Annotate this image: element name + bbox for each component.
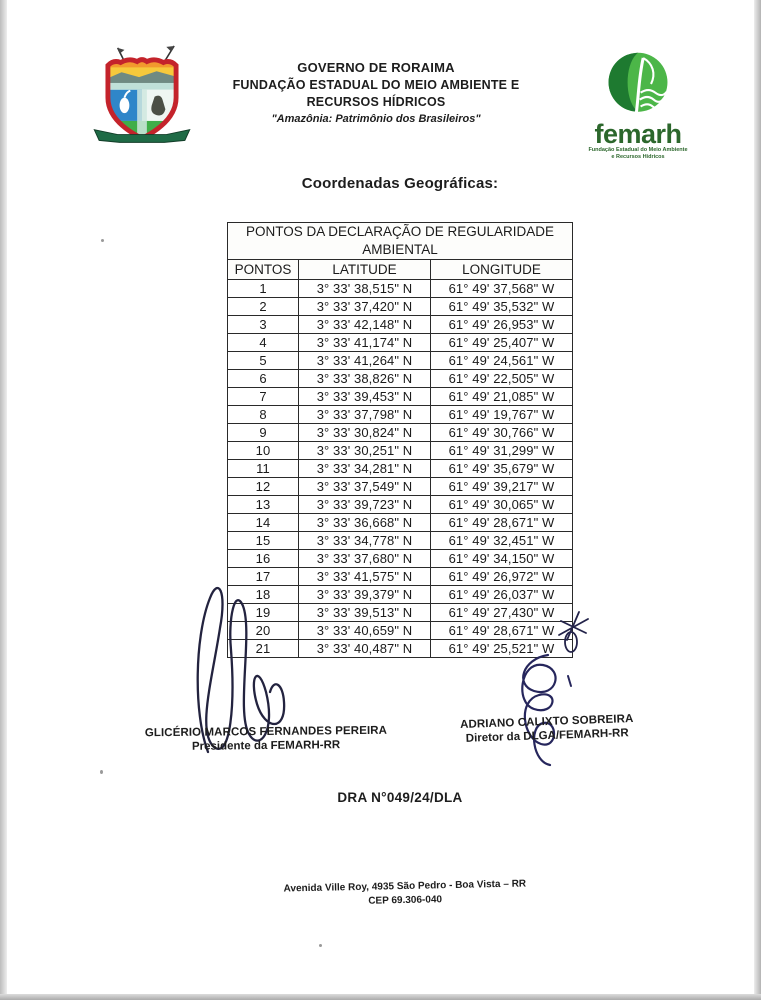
org-motto: "Amazônia: Patrimônio dos Brasileiros" xyxy=(271,113,481,125)
femarh-wordmark: femarh xyxy=(594,119,682,149)
point-number-cell: 5 xyxy=(228,352,299,370)
org-name-line3: RECURSOS HÍDRICOS xyxy=(306,95,446,109)
latitude-cell: 3° 33' 37,798" N xyxy=(299,406,431,424)
point-number-cell: 17 xyxy=(228,568,299,586)
point-number-cell: 20 xyxy=(228,622,299,640)
latitude-cell: 3° 33' 37,549" N xyxy=(299,478,431,496)
latitude-cell: 3° 33' 41,174" N xyxy=(299,334,431,352)
latitude-cell: 3° 33' 30,824" N xyxy=(299,424,431,442)
document-number: DRA N°049/24/DLA xyxy=(337,790,463,805)
scan-speck xyxy=(100,770,103,774)
longitude-cell: 61° 49' 26,953" W xyxy=(431,316,573,334)
longitude-cell: 61° 49' 21,085" W xyxy=(431,388,573,406)
table-row xyxy=(228,442,573,460)
latitude-cell: 3° 33' 40,487" N xyxy=(299,640,431,658)
table-row xyxy=(228,352,573,370)
page-title: Coordenadas Geográficas: xyxy=(301,175,499,192)
latitude-cell: 3° 33' 38,826" N xyxy=(299,370,431,388)
point-number-cell: 11 xyxy=(228,460,299,478)
point-number-cell: 13 xyxy=(228,496,299,514)
latitude-cell: 3° 33' 39,453" N xyxy=(299,388,431,406)
longitude-cell: 61° 49' 39,217" W xyxy=(431,478,573,496)
latitude-cell: 3° 33' 39,379" N xyxy=(299,586,431,604)
point-number-cell: 4 xyxy=(228,334,299,352)
latitude-cell: 3° 33' 39,513" N xyxy=(299,604,431,622)
latitude-cell: 3° 33' 39,723" N xyxy=(299,496,431,514)
latitude-cell: 3° 33' 30,251" N xyxy=(299,442,431,460)
table-row xyxy=(228,532,573,550)
signer-role: Presidente da FEMARH-RR xyxy=(191,739,341,753)
table-row xyxy=(228,334,573,352)
point-number-cell: 2 xyxy=(228,298,299,316)
point-number-cell: 15 xyxy=(228,532,299,550)
table-row xyxy=(228,460,573,478)
longitude-cell: 61° 49' 24,561" W xyxy=(431,352,573,370)
latitude-cell: 3° 33' 34,778" N xyxy=(299,532,431,550)
latitude-cell: 3° 33' 41,264" N xyxy=(299,352,431,370)
latitude-cell: 3° 33' 42,148" N xyxy=(299,316,431,334)
longitude-cell: 61° 49' 30,065" W xyxy=(431,496,573,514)
table-row xyxy=(228,568,573,586)
table-row xyxy=(228,388,573,406)
coordinates-table xyxy=(227,222,573,658)
longitude-cell: 61° 49' 34,150" W xyxy=(431,550,573,568)
point-number-cell: 10 xyxy=(228,442,299,460)
signer-name: GLICÉRIO MARCOS FERNANDES PEREIRA xyxy=(144,724,388,740)
point-number-cell: 7 xyxy=(228,388,299,406)
longitude-cell: 61° 49' 25,407" W xyxy=(431,334,573,352)
longitude-cell: 61° 49' 27,430" W xyxy=(431,604,573,622)
femarh-logo xyxy=(580,46,696,160)
femarh-leaf-icon xyxy=(599,46,677,122)
table-row xyxy=(228,298,573,316)
femarh-subtext-line2: e Recursos Hídricos xyxy=(611,153,665,160)
table-row xyxy=(228,478,573,496)
roraima-coat-of-arms-icon xyxy=(88,44,196,156)
table-row xyxy=(228,514,573,532)
signer-name: ADRIANO CALIXTO SOBREIRA xyxy=(459,712,634,732)
latitude-cell: 3° 33' 40,659" N xyxy=(299,622,431,640)
point-number-cell: 8 xyxy=(228,406,299,424)
scan-edge-bottom xyxy=(0,994,761,1000)
longitude-cell: 61° 49' 26,972" W xyxy=(431,568,573,586)
footer-address xyxy=(45,872,761,914)
table-row xyxy=(228,640,573,658)
point-number-cell: 16 xyxy=(228,550,299,568)
point-number-cell: 6 xyxy=(228,370,299,388)
column-header-latitude: LATITUDE xyxy=(299,260,431,280)
footer-address-line1: Avenida Ville Roy, 4935 São Pedro - Boa Vista – RR xyxy=(283,878,527,895)
longitude-cell: 61° 49' 32,451" W xyxy=(431,532,573,550)
table-row xyxy=(228,424,573,442)
point-number-cell: 21 xyxy=(228,640,299,658)
longitude-cell: 61° 49' 37,568" W xyxy=(431,280,573,298)
signer-role: Diretor da DLGA/FEMARH-RR xyxy=(465,727,629,745)
table-row xyxy=(228,406,573,424)
latitude-cell: 3° 33' 37,680" N xyxy=(299,550,431,568)
longitude-cell: 61° 49' 31,299" W xyxy=(431,442,573,460)
point-number-cell: 18 xyxy=(228,586,299,604)
longitude-cell: 61° 49' 25,521" W xyxy=(431,640,573,658)
org-name-line2: FUNDAÇÃO ESTADUAL DO MEIO AMBIENTE E xyxy=(232,78,520,92)
column-header-pontos: PONTOS xyxy=(228,260,299,280)
point-number-cell: 12 xyxy=(228,478,299,496)
table-row xyxy=(228,496,573,514)
longitude-cell: 61° 49' 26,037" W xyxy=(431,586,573,604)
letterhead xyxy=(186,60,566,125)
latitude-cell: 3° 33' 37,420" N xyxy=(299,298,431,316)
longitude-cell: 61° 49' 19,767" W xyxy=(431,406,573,424)
longitude-cell: 61° 49' 22,505" W xyxy=(431,370,573,388)
table-header-row xyxy=(228,260,573,280)
table-row xyxy=(228,280,573,298)
signature-block-president xyxy=(116,724,416,753)
table-row xyxy=(228,316,573,334)
scan-edge-left xyxy=(0,0,7,1000)
table-row xyxy=(228,622,573,640)
point-number-cell: 14 xyxy=(228,514,299,532)
table-row xyxy=(228,550,573,568)
femarh-subtext-line1: Fundação Estadual do Meio Ambiente xyxy=(588,147,688,154)
scan-speck xyxy=(319,944,322,947)
table-row xyxy=(228,370,573,388)
point-number-cell: 9 xyxy=(228,424,299,442)
latitude-cell: 3° 33' 41,575" N xyxy=(299,568,431,586)
scan-edge-right xyxy=(754,0,761,1000)
table-row xyxy=(228,586,573,604)
latitude-cell: 3° 33' 36,668" N xyxy=(299,514,431,532)
signature-block-director xyxy=(428,712,667,746)
point-number-cell: 1 xyxy=(228,280,299,298)
longitude-cell: 61° 49' 30,766" W xyxy=(431,424,573,442)
point-number-cell: 19 xyxy=(228,604,299,622)
latitude-cell: 3° 33' 38,515" N xyxy=(299,280,431,298)
scan-speck xyxy=(101,239,104,242)
point-number-cell: 3 xyxy=(228,316,299,334)
coordinates-table-body xyxy=(228,280,573,658)
column-header-longitude: LONGITUDE xyxy=(431,260,573,280)
latitude-cell: 3° 33' 34,281" N xyxy=(299,460,431,478)
table-caption: PONTOS DA DECLARAÇÃO DE REGULARIDADE AMBIENTAL xyxy=(228,223,573,260)
footer-address-line2: CEP 69.306-040 xyxy=(368,893,443,907)
signature-scribble-right xyxy=(504,650,582,768)
table-row xyxy=(228,604,573,622)
longitude-cell: 61° 49' 35,679" W xyxy=(431,460,573,478)
org-name-line1: GOVERNO DE RORAIMA xyxy=(297,60,455,75)
longitude-cell: 61° 49' 35,532" W xyxy=(431,298,573,316)
longitude-cell: 61° 49' 28,671" W xyxy=(431,622,573,640)
table-caption-row xyxy=(228,223,573,260)
longitude-cell: 61° 49' 28,671" W xyxy=(431,514,573,532)
